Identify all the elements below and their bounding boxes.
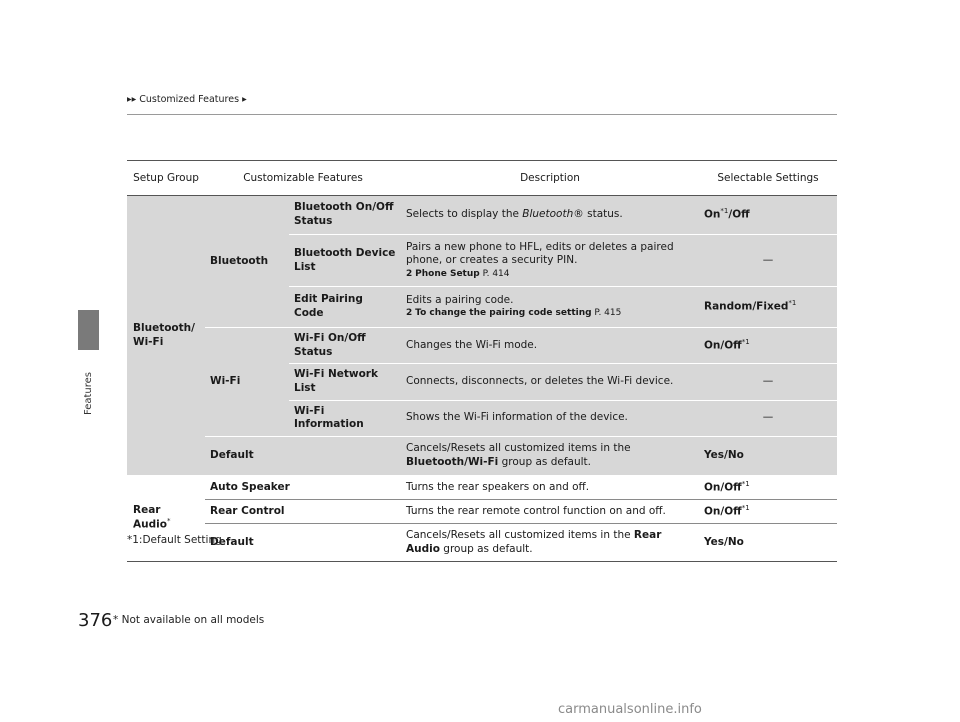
- subgroup-bluetooth: Bluetooth: [205, 196, 289, 328]
- desc-bluetooth-onoff: Selects to display the Bluetooth® status.: [401, 196, 699, 235]
- header-selectable-settings: Selectable Settings: [699, 161, 837, 196]
- breadcrumb-arrow-icon: ▶: [242, 96, 247, 103]
- group-rear-audio: Rear Audio*: [127, 475, 205, 561]
- header-rule: [127, 114, 837, 115]
- default-setting-footnote: *1:Default Setting: [127, 534, 222, 546]
- table-row: [127, 436, 837, 475]
- section-tab: [78, 310, 99, 350]
- desc-default-bluetooth-wifi: Cancels/Resets all customized items in the Bluetooth/Wi-Fi group as default.: [401, 436, 699, 475]
- desc-rear-control: Turns the rear remote control function on and off.: [401, 499, 699, 523]
- feature-wifi-network-list: Wi-Fi Network List: [289, 364, 401, 400]
- feature-default-rear-audio: Default: [205, 524, 401, 562]
- setting-rear-control: On/Off$^{*1}$: [699, 499, 837, 523]
- cross-reference[interactable]: 2 Phone Setup P. 414: [406, 268, 510, 279]
- reference-arrow-icon: 2: [406, 268, 413, 279]
- table-header-row: [127, 161, 837, 196]
- setting-auto-speaker: On/Off$^{*1}$: [699, 475, 837, 499]
- feature-bluetooth-onoff: Bluetooth On/Off Status: [289, 196, 401, 235]
- watermark: carmanualsonline.info: [558, 702, 702, 717]
- setting-wifi-onoff: On/Off$^{*1}$: [699, 328, 837, 364]
- page-number: 376: [78, 610, 113, 631]
- breadcrumb-label: Customized Features: [139, 94, 240, 105]
- desc-edit-pairing-code: Edits a pairing code. 2 To change the pairing code setting P. 415: [401, 287, 699, 328]
- feature-auto-speaker: Auto Speaker: [205, 475, 401, 499]
- feature-edit-pairing-code: Edit Pairing Code: [289, 287, 401, 328]
- setting-bluetooth-onoff: On$^{*1}$/Off: [699, 196, 837, 235]
- breadcrumb: [127, 94, 247, 105]
- header-customizable-features: Customizable Features: [205, 161, 401, 196]
- header-description: Description: [401, 161, 699, 196]
- table-row: [127, 328, 837, 364]
- desc-default-rear-audio: Cancels/Resets all customized items in the Rear Audio group as default.: [401, 524, 699, 562]
- breadcrumb-arrow-icon: ▶▶: [127, 96, 137, 103]
- setting-wifi-information: —: [699, 400, 837, 436]
- section-label: Features: [83, 372, 94, 415]
- table-row: [127, 196, 837, 235]
- feature-rear-control: Rear Control: [205, 499, 401, 523]
- setting-edit-pairing-code: Random/Fixed$^{*1}$: [699, 287, 837, 328]
- desc-wifi-information: Shows the Wi-Fi information of the device.: [401, 400, 699, 436]
- setting-default-rear-audio: Yes/No: [699, 524, 837, 562]
- table-row: [127, 524, 837, 562]
- reference-arrow-icon: 2: [406, 308, 413, 319]
- setting-default-bluetooth-wifi: Yes/No: [699, 436, 837, 475]
- rear-audio-group: [127, 475, 837, 561]
- setting-bluetooth-device-list: —: [699, 235, 837, 287]
- desc-wifi-onoff: Changes the Wi-Fi mode.: [401, 328, 699, 364]
- subgroup-wifi: Wi-Fi: [205, 328, 289, 437]
- header-setup-group: Setup Group: [127, 161, 205, 196]
- feature-wifi-onoff: Wi-Fi On/Off Status: [289, 328, 401, 364]
- desc-wifi-network-list: Connects, disconnects, or deletes the Wi-Fi device.: [401, 364, 699, 400]
- bluetooth-wifi-group: [127, 196, 837, 476]
- table-row: [127, 475, 837, 499]
- desc-auto-speaker: Turns the rear speakers on and off.: [401, 475, 699, 499]
- table-row: [127, 499, 837, 523]
- group-bluetooth-wifi: Bluetooth/ Wi-Fi: [127, 196, 205, 476]
- setting-wifi-network-list: —: [699, 364, 837, 400]
- customized-features-table: [127, 160, 837, 562]
- desc-bluetooth-device-list: Pairs a new phone to HFL, edits or deletes a paired phone, or creates a security PIN. 2 Phone Setup P. 414: [401, 235, 699, 287]
- feature-default-bluetooth-wifi: Default: [205, 436, 401, 475]
- models-footnote: * Not available on all models: [113, 614, 265, 626]
- feature-wifi-information: Wi-Fi Information: [289, 400, 401, 436]
- cross-reference[interactable]: 2 To change the pairing code setting P. 415: [406, 308, 622, 319]
- feature-bluetooth-device-list: Bluetooth Device List: [289, 235, 401, 287]
